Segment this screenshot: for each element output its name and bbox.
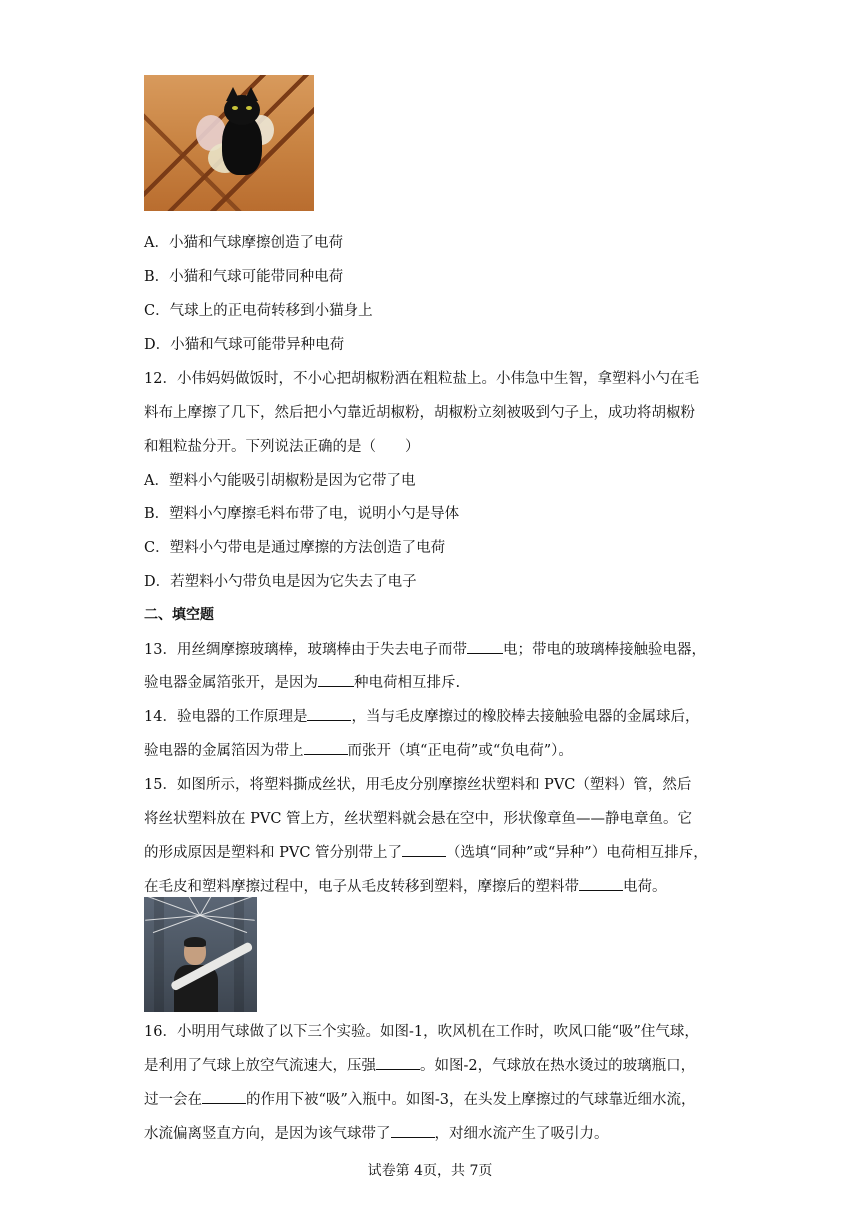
- q15-text-4a: 在毛皮和塑料摩擦过程中，电子从毛皮转移到塑料，摩擦后的塑料带: [144, 879, 579, 895]
- q16-text-2b: 。如图-2，气球放在热水烫过的玻璃瓶口，: [420, 1058, 696, 1074]
- answer-blank: [391, 1123, 435, 1138]
- static-octopus-photo: [144, 897, 257, 1012]
- q12-option-a: A．塑料小勺能吸引胡椒粉是因为它带了电: [144, 473, 416, 489]
- q14-text-2a: 验电器的金属箔因为带上: [144, 743, 304, 759]
- q16-line-2: [144, 1054, 695, 1075]
- answer-blank: [376, 1055, 420, 1070]
- q12-option-b: B．塑料小勺摩擦毛料布带了电，说明小勺是导体: [144, 506, 460, 522]
- q15-line-1: 15．如图所示，将塑料撕成丝状，用毛皮分别摩擦丝状塑料和 PVC（塑料）管，然后: [144, 777, 692, 793]
- q13-line-1: [144, 638, 706, 659]
- q13-line-2: [144, 671, 460, 692]
- q15-text-3a: 的形成原因是塑料和 PVC 管分别带上了: [144, 845, 403, 861]
- q11-option-a: A．小猫和气球摩擦创造了电荷: [144, 235, 343, 251]
- answer-blank: [304, 740, 348, 755]
- q13-text-1a: 13．用丝绸摩擦玻璃棒，玻璃棒由于失去电子而带: [144, 642, 467, 658]
- q15-text-3b: （选填“同种”或“异种”）电荷相互排斥，: [446, 845, 708, 861]
- q16-text-4a: 水流偏离竖直方向，是因为该气球带了: [144, 1126, 391, 1142]
- q15-text-4b: 电荷。: [623, 879, 667, 895]
- q11-option-b: B．小猫和气球可能带同种电荷: [144, 269, 344, 285]
- section-heading: 二、填空题: [144, 607, 214, 623]
- q12-stem-line-2: 料布上摩擦了几下，然后把小勺靠近胡椒粉，胡椒粉立刻被吸到勺子上，成功将胡椒粉: [144, 405, 695, 421]
- q12-stem-line-3: 和粗粒盐分开。下列说法正确的是（ ）: [144, 439, 420, 455]
- answer-blank: [579, 876, 623, 891]
- answer-blank: [467, 639, 503, 654]
- q15-line-4: [144, 875, 667, 896]
- q12-option-c: C．塑料小勺带电是通过摩擦的方法创造了电荷: [144, 540, 446, 556]
- q13-text-2b: 种电荷相互排斥.: [354, 675, 461, 691]
- q15-line-3: [144, 841, 708, 862]
- q14-line-1: [144, 705, 699, 726]
- page-footer: 试卷第 4页，共 7页: [367, 1163, 493, 1179]
- answer-blank: [318, 672, 354, 687]
- q12-option-d: D．若塑料小勺带负电是因为它失去了电子: [144, 574, 417, 590]
- q16-line-4: [144, 1122, 609, 1143]
- q14-line-2: [144, 739, 573, 760]
- q13-text-1b: 电；带电的玻璃棒接触验电器，: [502, 642, 706, 658]
- q12-stem-line-1: 12．小伟妈妈做饭时，不小心把胡椒粉洒在粗粒盐上。小伟急中生智，拿塑料小勺在毛: [144, 371, 699, 387]
- q16-text-3b: 的作用下被“吸”入瓶中。如图-3，在头发上摩擦过的气球靠近细水流，: [246, 1092, 696, 1108]
- q15-line-2: 将丝状塑料放在 PVC 管上方，丝状塑料就会悬在空中，形状像章鱼——静电章鱼。它: [144, 811, 693, 827]
- q16-line-1: 16．小明用气球做了以下三个实验。如图-1，吹风机在工作时，吹风口能“吸”住气球，: [144, 1024, 699, 1040]
- q14-text-1b: ，当与毛皮摩擦过的橡胶棒去接触验电器的金属球后，: [351, 709, 700, 725]
- cat-balloon-photo: [144, 75, 314, 211]
- q16-line-3: [144, 1088, 695, 1109]
- q16-text-2a: 是利用了气球上放空气流速大，压强: [144, 1058, 376, 1074]
- answer-blank: [307, 706, 351, 721]
- q16-text-4b: ，对细水流产生了吸引力。: [434, 1126, 609, 1142]
- q11-option-c: C．气球上的正电荷转移到小猫身上: [144, 303, 373, 319]
- q14-text-1a: 14．验电器的工作原理是: [144, 709, 308, 725]
- q11-option-d: D．小猫和气球可能带异种电荷: [144, 337, 345, 353]
- answer-blank: [202, 1089, 246, 1104]
- q14-text-2b: 而张开（填“正电荷”或“负电荷”）。: [347, 743, 573, 759]
- q16-text-3a: 过一会在: [144, 1092, 202, 1108]
- q13-text-2a: 验电器金属箔张开，是因为: [144, 675, 318, 691]
- answer-blank: [402, 842, 446, 857]
